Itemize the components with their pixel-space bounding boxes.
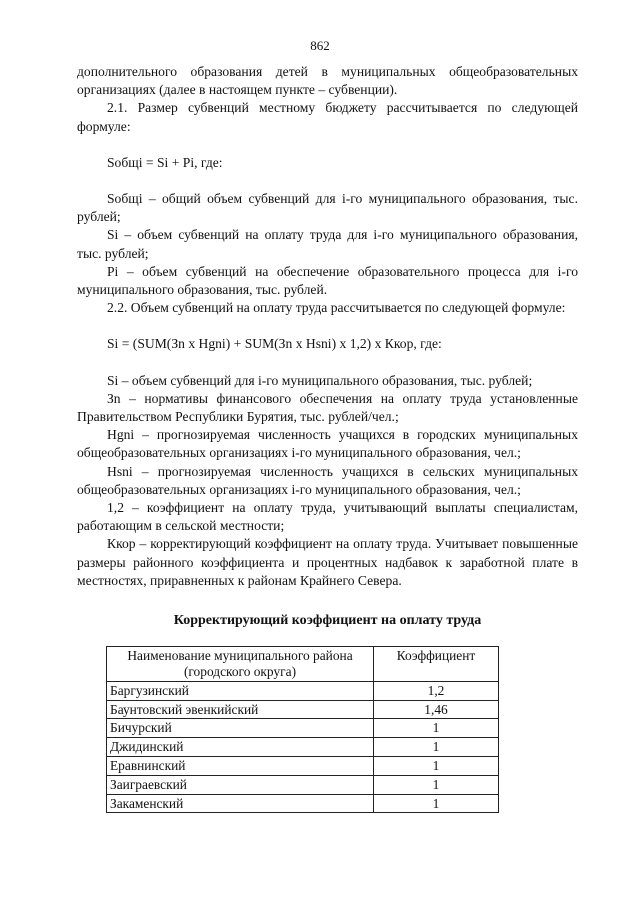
definition-coef-1-2: 1,2 – коэффициент на оплату труда, учитывающий выплаты специалистам, работающим в сельской местности;: [77, 500, 578, 534]
cell-coefficient: 1,46: [374, 700, 499, 719]
table-title: Корректирующий коэффициент на оплату труда: [173, 613, 482, 629]
table-row: [107, 700, 499, 719]
definition-pi: Pi – объем субвенций на обеспечение образовательного процесса для i-го муниципального образования, тыс. рублей.: [77, 263, 578, 298]
cell-district: Баунтовский эвенкийский: [107, 700, 374, 719]
column-header-name: Наименование муниципального района (городского округа): [107, 647, 374, 682]
table-header-row: [107, 647, 499, 682]
definition-sobsh: Sобщі – общий объем субвенций для i-го муниципального образования, тыс. рублей;: [77, 191, 578, 225]
definition-si-2: Si – объем субвенций для i-го муниципального образования, тыс. рублей;: [107, 372, 533, 388]
formula-total: Sобщі = Si + Pi, где:: [107, 154, 223, 170]
table-row: [107, 719, 499, 738]
table-row: [107, 775, 499, 794]
paragraph-2-1: 2.1. Размер субвенций местному бюджету рассчитывается по следующей формуле:: [77, 100, 578, 134]
table-row: [107, 681, 499, 700]
definition-hsni: Hsni – прогнозируемая численность учащихся в сельских муниципальных общеобразовательных организациях i-го муниципального образования, чел.;: [77, 463, 578, 497]
paragraph-intro: дополнительного образования детей в муниципальных общеобразовательных организациях (далее в настоящем пункте – субвенции).: [77, 64, 578, 98]
page-number: 862: [310, 38, 330, 53]
cell-district: Закаменский: [107, 794, 374, 813]
definition-kkor: Ккор – корректирующий коэффициент на оплату труда. Учитывает повышенные размеры районного коэффициента и процентных надбавок к заработной плате в местностях, приравненных к районам Крайнего Севера.: [77, 536, 578, 588]
cell-district: Бичурский: [107, 719, 374, 738]
table-row: [107, 738, 499, 757]
column-header-coefficient: Коэффициент: [374, 647, 499, 682]
table-row: [107, 757, 499, 776]
definition-hgni: Hgni – прогнозируемая численность учащихся в городских муниципальных общеобразовательных организациях i-го муниципального образования, чел.;: [77, 427, 578, 461]
cell-district: Заиграевский: [107, 775, 374, 794]
cell-district: Баргузинский: [107, 681, 374, 700]
cell-district: Джидинский: [107, 738, 374, 757]
cell-district: Еравнинский: [107, 757, 374, 776]
definition-si: Si – объем субвенций на оплату труда для i-го муниципального образования, тыс. рублей;: [77, 227, 578, 261]
cell-coefficient: 1: [374, 738, 499, 757]
coefficient-table: [106, 646, 499, 813]
table-row: [107, 794, 499, 813]
document-body: [77, 63, 578, 813]
formula-salary: Si = (SUM(Зn x Hgni) + SUM(Зn x Hsni) x 1,2) x Ккор, где:: [107, 336, 442, 352]
cell-coefficient: 1,2: [374, 681, 499, 700]
definition-zn: Зn – нормативы финансового обеспечения на оплату труда установленные Правительством Республики Бурятия, тыс. рублей/чел.;: [77, 390, 578, 425]
cell-coefficient: 1: [374, 757, 499, 776]
paragraph-2-2: 2.2. Объем субвенций на оплату труда рассчитывается по следующей формуле:: [107, 300, 566, 316]
cell-coefficient: 1: [374, 775, 499, 794]
cell-coefficient: 1: [374, 719, 499, 738]
cell-coefficient: 1: [374, 794, 499, 813]
